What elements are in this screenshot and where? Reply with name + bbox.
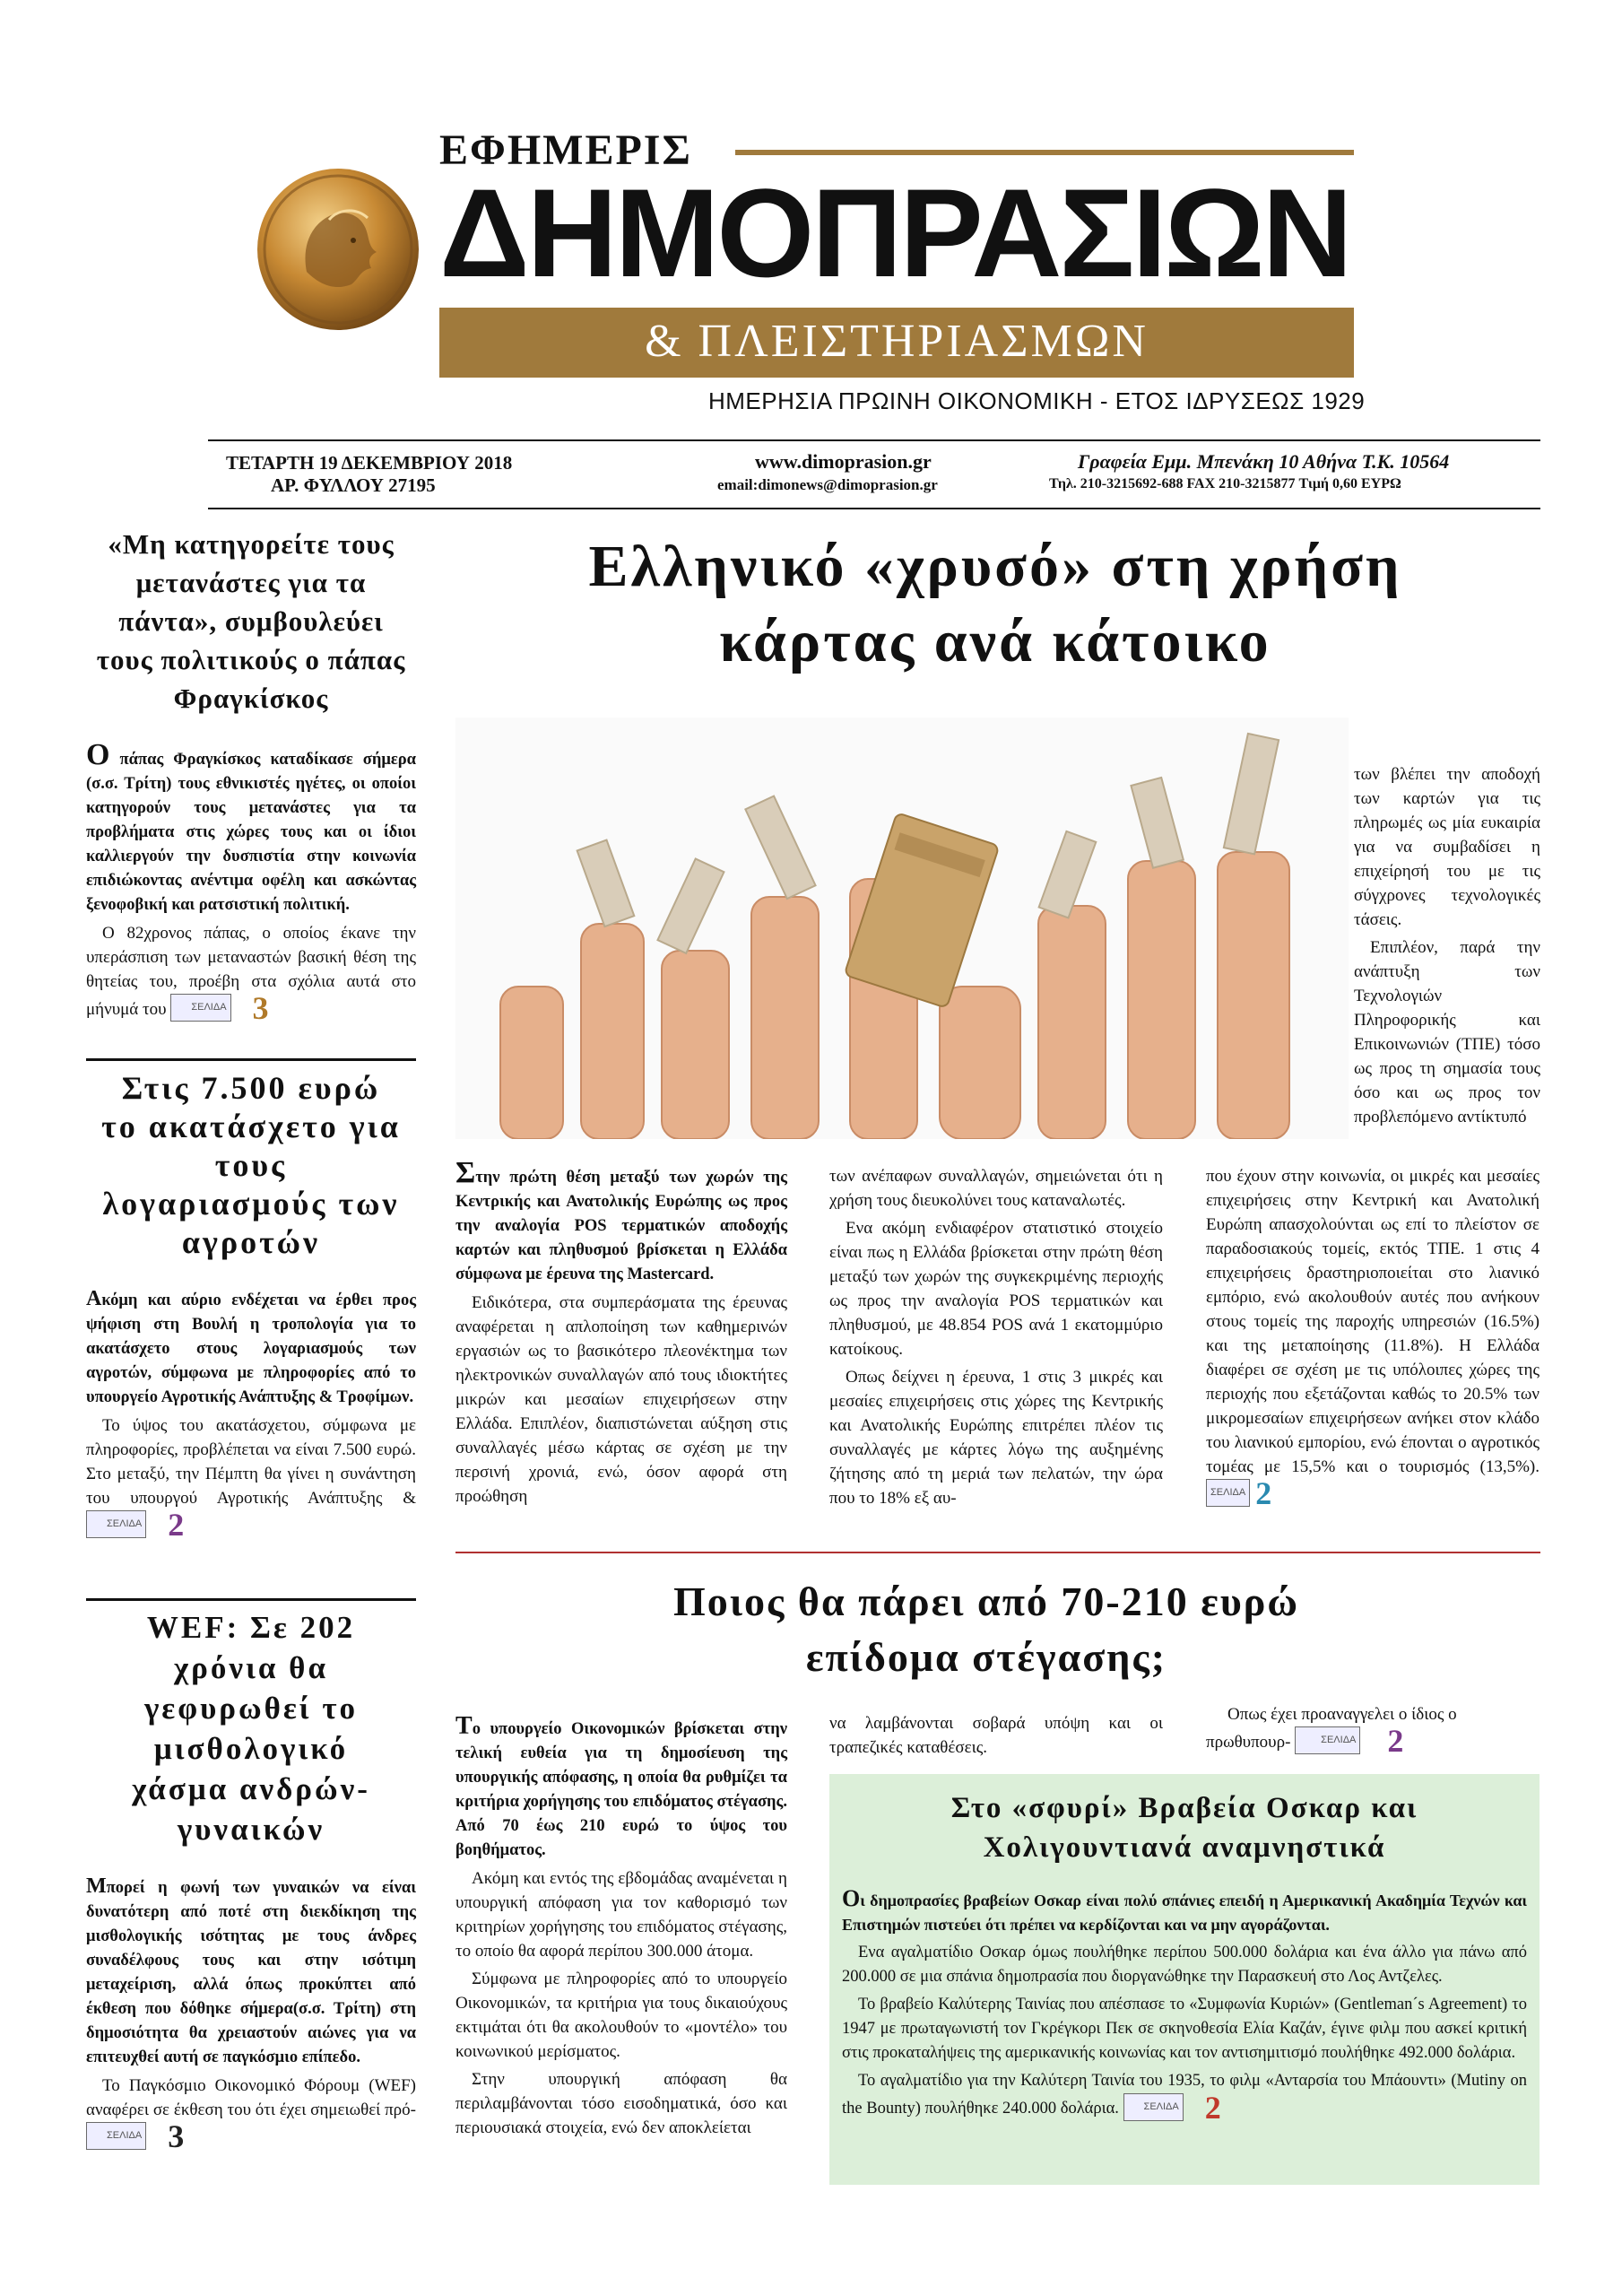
masthead-title: ΔΗΜΟΠΡΑΣΙΩΝ (439, 162, 1350, 303)
main-col2-p3: Οπως δείχνει η έρευνα, 1 στις 3 μικρές και μεσαίες επιχειρήσεις στις χώρες της Κεντρικής και Ανατολικής Ευρώπης επιτρέπει πλέον τις συναλλαγές με κάρτες λόγω της αυξημένης ζήτησης από τη μεριά των πελατών, την ώρα που το 18% εξ αυ- (829, 1368, 1163, 1508)
masthead (0, 0, 1622, 430)
wef-lead (86, 1876, 416, 2070)
oscars-headline-line2: Χολιγουντιανά αναμνηστικά (983, 1831, 1386, 1864)
oscars-p2: Το βραβείο Καλύτερης Ταινίας που απέσπασε το «Συμφωνία Κυριών» (Gentleman´s Agreement) το 1947 με πρωταγωνιστή τον Γκρέγκορι Πεκ σε σκηνοθεσία Ελία Καζάν, έγινε φιλμ που ασκεί κριτική στις προκαταλήψεις της αμερικανικής κοινωνίας και τον αντισημιτισμό πουλήθηκε 492.000 δολάρια. (842, 1996, 1527, 2062)
housing-p2: Σύμφωνα με πληροφορίες από το υπουργείο Οικονομικών, τα κριτήρια για τους δικαιούχους εκτιμάται ότι θα ακολουθούν το «μοντέλο» του κοινωνικού μερίσματος. (455, 1970, 787, 2061)
pope-lead (86, 738, 416, 918)
page-ref-label: ΣΕΛΙΔΑ (170, 994, 230, 1022)
wef-article (86, 1607, 416, 2154)
housing-col2-text: να λαμβάνονται σοβαρά υπόψη και οι τραπεζικές καταθέσεις. (829, 1714, 1163, 1757)
left-divider-2 (86, 1598, 416, 1601)
farmers-see-page[interactable] (86, 1507, 185, 1543)
page-ref-number: 3 (252, 990, 269, 1026)
website-link[interactable]: www.dimoprasion.gr (755, 450, 932, 473)
info-bar (208, 445, 1540, 504)
main-bottom-rule (455, 1552, 1540, 1553)
coin-logo-icon (253, 164, 423, 335)
farmers-dropcap: Α (86, 1287, 102, 1310)
main-col-3 (1206, 1164, 1540, 1511)
page-ref-number: 2 (1255, 1475, 1272, 1511)
pope-see-page[interactable] (170, 990, 269, 1026)
housing-col3-text: Οπως έχει προαναγγελει ο ίδιος ο πρωθυπουρ- (1206, 1705, 1457, 1752)
wef-dropcap: Μ (86, 1874, 107, 1898)
oscars-lead (842, 1885, 1527, 1937)
main-col-1 (455, 1156, 787, 1512)
main-col-2 (829, 1164, 1163, 1514)
farmers-body (86, 1413, 416, 1543)
masthead-top-word: ΕΦΗΜΕΡΙΣ (439, 126, 692, 174)
housing-see-page[interactable] (1295, 1723, 1404, 1759)
housing-lead (455, 1712, 787, 1863)
main-col2-p1: των ανέπαφων συναλλαγών, σημειώνεται ότι η χρήση τους διευκολύνει τους καταναλωτές. (829, 1167, 1163, 1210)
main-col2-p2: Ενα ακόμη ενδιαφέρον στατιστικό στοιχείο είναι πως η Ελλάδα βρίσκεται στην πρώτη θέση μεταξύ των χωρών της συγκεκριμένης περιοχής ως προς την αναλογία POS τερματικών και πληθυσμού, με 48.854 POS ανά 1 εκατομμύριο κατοίκους. (829, 1219, 1163, 1359)
wef-body (86, 2074, 416, 2154)
phone-fax-price: Τηλ. 210-3215692-688 FAX 210-3215877 Τιμή 0,60 ΕΥΡΩ (1049, 476, 1401, 491)
oscars-see-page[interactable] (1123, 2090, 1221, 2126)
main-col1-lead-text: την πρώτη θέση μεταξύ των χωρών της Κεντρικής και Ανατολικής Ευρώπης ως προς την αναλογία POS τερματικών αποδοχής καρτών και πληθυσμού βρίσκεται η Ελλάδα σύμφωνα με έρευνα της Mastercard. (455, 1169, 787, 1283)
pope-article (86, 525, 416, 1026)
main-side-text2: Επιπλέον, παρά την ανάπτυξη των Τεχνολογιών Πληροφορικής και Επικοινωνιών (ΤΠΕ) τόσο ως προς τη σημασία τους όσο και ως προς τον προβλεπόμενο αντίκτυπό (1354, 938, 1540, 1126)
pope-body (86, 921, 416, 1026)
main-col3-body: που έχουν στην κοινωνία, οι μικρές και μεσαίες επιχειρήσεις στην Κεντρική και Ανατολική Ευρώπη απασχολούνται ως επί το πλείστον σε παραδοσιακούς τομείς, εκτός ΤΠΕ. 1 στις 4 επιχειρήσεις δραστηριοποιείται στο λιανικό εμπόριο, ενώ ακολουθούν αυτές που ανήκουν στους τομείς της παροχής υπηρεσιών (16.5%) και της μεταποίησης (11.8%). Η Ελλάδα διαφέρει σε σχέση με τις υπόλοιπες χώρες της περιοχής που εξετάζονται καθώς το 20.5% των μικρομεσαίων επιχειρήσεων ανήκει στον κλάδο του λιανικού εμπορίου, ενώ έπονται ο αγροτικός τομέας με 15,5% και ο τουρισμός (13,5%). (1206, 1167, 1540, 1476)
page-ref-number: 3 (168, 2118, 185, 2154)
oscars-p3: Το αγαλματίδιο για την Καλύτερη Ταινία του 1935, το φιλμ «Ανταρσία του Μπάουντι» (Mutiny on the Bounty) πουλήθηκε 240.000 δολάρια. (842, 2072, 1527, 2118)
page-ref-label: ΣΕΛΙΔΑ (86, 2122, 146, 2150)
page-ref-label: ΣΕΛΙΔΑ (86, 1510, 146, 1538)
main-headline (453, 529, 1538, 680)
info-bar-top-rule (208, 439, 1540, 441)
page-ref-label: ΣΕΛΙΔΑ (1295, 1726, 1360, 1754)
main-headline-line2: κάρτας ανά κάτοικο (719, 609, 1271, 674)
housing-lead-text: ο υπουργείο Οικονομικών βρίσκεται στην τελική ευθεία για τη δημοσίευση της υπουργικής απόφασης, η οποία θα ρυθμίζει τα κριτήρια χορήγησης του επιδόματος στέγασης. Από 70 έως 210 ευρώ το ύψος του βοηθήματος. (455, 1720, 787, 1859)
wef-body-text: Το Παγκόσμιο Οικονομικό Φόρουμ (WEF) αναφέρει σε έκθεση του ότι έχει σημειωθεί πρό- (86, 2076, 416, 2119)
page-ref-number: 2 (168, 1507, 185, 1543)
main-side-column (1354, 762, 1540, 1133)
farmers-lead (86, 1289, 416, 1410)
main-col1-lead (455, 1156, 787, 1287)
main-col1-body: Ειδικότερα, στα συμπεράσματα της έρευνας αναφέρεται η απλοποίηση των καθημερινών εργασιών ως το βασικότερο πλεονέκτημα των ηλεκτρονικών συναλλαγών από τους ιδιοκτήτες μικρών και μεσαίων επιχειρήσεων στην Ελλάδα. Επιπλέον, διαπιστώνεται αύξηση στις συναλλαγές μέσω κάρτας σε σχέση με την περσινή χρονιά, ενώ, όσον αφορά στη προώθηση (455, 1293, 787, 1506)
oscars-p1: Ενα αγαλματίδιο Οσκαρ όμως πουλήθηκε περίπου 500.000 δολάρια και ένα άλλο για πάνω από 200.000 σε μια σπάνια δημοπρασία που διοργανώθηκε την Παρασκευή στο Λος Αντζελες. (842, 1944, 1527, 1986)
page-ref-number: 2 (1204, 2090, 1221, 2126)
pope-lead-text: πάπας Φραγκίσκος καταδίκασε σήμερα (σ.σ. Τρίτη) τους εθνικιστές ηγέτες, οι οποίοι κατηγορούν τους μετανάστες για τα προβλήματα στις χώρες τους και οι ίδιοι καλλιεργούν την δυσπιστία στην κοινωνία επιδιώκοντας ανέντιμα οφέλη και ασκώντας ξενοφοβική και ρατσιστική πολιτική. (86, 751, 416, 914)
masthead-top-rule (735, 150, 1354, 155)
farmers-article (86, 1069, 416, 1543)
masthead-tagline: ΗΜΕΡΗΣΙΑ ΠΡΩΙΝΗ ΟΙΚΟΝΟΜΙΚΗ - ΕΤΟΣ ΙΔΡΥΣΕΩΣ 1929 (708, 387, 1366, 414)
info-bar-bottom-rule (208, 508, 1540, 509)
farmers-lead-text: κόμη και αύριο ενδέχεται να έρθει προς ψήφιση στη Βουλή η τροπολογία για το ακατάσχετο στους λογαριασμούς των αγροτών, σύμφωνα με πληροφορίες από το υπουργείο Αγροτικής Ανάπτυξης & Τροφίμων. (86, 1292, 416, 1406)
housing-col-3 (1206, 1702, 1540, 1759)
page-ref-label: ΣΕΛΙΔΑ (1123, 2093, 1184, 2121)
housing-col-2 (829, 1711, 1163, 1763)
housing-headline-line2: επίδομα στέγασης; (805, 1634, 1167, 1680)
pope-body-text: Ο 82χρονος πάπας, ο οποίος έκανε την υπεράσπιση των μεταναστών βασική θέση της θητείας του, προέβη στα σχόλια αυτά στο μήνυμά του (86, 924, 416, 1019)
housing-p1: Ακόμη και εντός της εβδομάδας αναμένεται η υπουργική απόφαση για τον καθορισμό των κριτηρίων χορήγησης του επιδόματος στέγασης, το οποίο θα αφορά περίπου 300.000 άτομα. (455, 1869, 787, 1961)
housing-headline-line1: Ποιος θα πάρει από 70-210 ευρώ (672, 1578, 1299, 1624)
housing-p3: Στην υπουργική απόφαση θα περιλαμβάνονται τόσο εισοδηματικά, όσο και περιουσιακά στοιχεία, ενώ δεν αποκλείεται (455, 2070, 787, 2137)
oscars-dropcap: Ο (842, 1885, 861, 1911)
housing-col-1 (455, 1712, 787, 2144)
cards-hands-image (455, 718, 1349, 1139)
oscars-headline (829, 1788, 1540, 1867)
oscars-lead-text: ι δημοπρασίες βραβείων Οσκαρ είναι πολύ σπάνιες επειδή η Αμερικανική Ακαδημία Τεχνών και Επιστημών πιστεύει ότι πρέπει να κερδίζονται και να μην αγοράζονται. (842, 1892, 1527, 1934)
oscars-headline-line1: Στο «σφυρί» Βραβεία Οσκαρ και (950, 1792, 1418, 1824)
housing-headline (574, 1574, 1399, 1685)
main-see-page[interactable] (1206, 1475, 1272, 1511)
farmers-headline: Στις 7.500 ευρώ το ακατάσχετο για τους λογαριασμούς των αγροτών (101, 1070, 401, 1260)
page-ref-number: 2 (1387, 1723, 1404, 1759)
main-side-text: των βλέπει την αποδοχή των καρτών για τις πληρωμές ως μία ευκαιρία για να συμβαδίσει η επιχείρησή του με τις σύγχρονες τεχνολογικές τάσεις. (1354, 765, 1540, 929)
pope-headline: «Μη κατηγορείτε τους μετανάστες για τα πάντα», συμβουλεύει τους πολιτικούς ο πάπας Φραγκίσκος (96, 528, 406, 714)
email-link[interactable]: email:dimonews@dimoprasion.gr (717, 476, 938, 493)
wef-lead-text: πορεί η φωνή των γυναικών να είναι δυνατότερη από ποτέ στη διεκδίκηση της μισθολογικής ισότητας με τους άνδρες συναδέλφους τους και στην ισότιμη μεταχείριση, αλλά όπως προκύπτει από έκθεση που δόθηκε σήμερα(σ.σ. Τρίτη) στη δημοσιότητα θα χρειαστούν αιώνες για να επιτευχθεί αυτή σε παγκόσμιο επίπεδο. (86, 1879, 416, 2066)
wef-headline: WEF: Σε 202 χρόνια θα γεφυρωθεί το μισθολογικό χάσμα ανδρών-γυναικών (132, 1610, 370, 1847)
page-ref-label: ΣΕΛΙΔΑ (1206, 1479, 1250, 1507)
left-divider-1 (86, 1058, 416, 1061)
office-address: Γραφεία Εμμ. Μπενάκη 10 Αθήνα Τ.Κ. 10564 (1078, 450, 1450, 473)
oscars-box (829, 1774, 1540, 2185)
wef-see-page[interactable] (86, 2118, 185, 2154)
housing-dropcap: Τ (455, 1712, 473, 1740)
main-dropcap: Σ (455, 1156, 476, 1189)
farmers-body-text: Το ύψος του ακατάσχετου, σύμφωνα με πληροφορίες, προβλέπεται να είναι 7.500 ευρώ. Στο μεταξύ, την Πέμπτη θα γίνει η συνάντηση του υπουργού Αγροτικής Ανάπτυξης & (86, 1416, 416, 1508)
issue-number: ΑΡ. ΦΥΛΛΟΥ 27195 (271, 474, 436, 496)
masthead-subtitle: & ΠΛΕΙΣΤΗΡΙΑΣΜΩΝ (645, 316, 1149, 367)
issue-date: ΤΕΤΑΡΤΗ 19 ΔΕΚΕΜΒΡΙΟΥ 2018 (226, 452, 513, 474)
pope-dropcap: Ο (86, 738, 110, 771)
main-headline-line1: Ελληνικό «χρυσό» στη χρήση (588, 534, 1402, 599)
